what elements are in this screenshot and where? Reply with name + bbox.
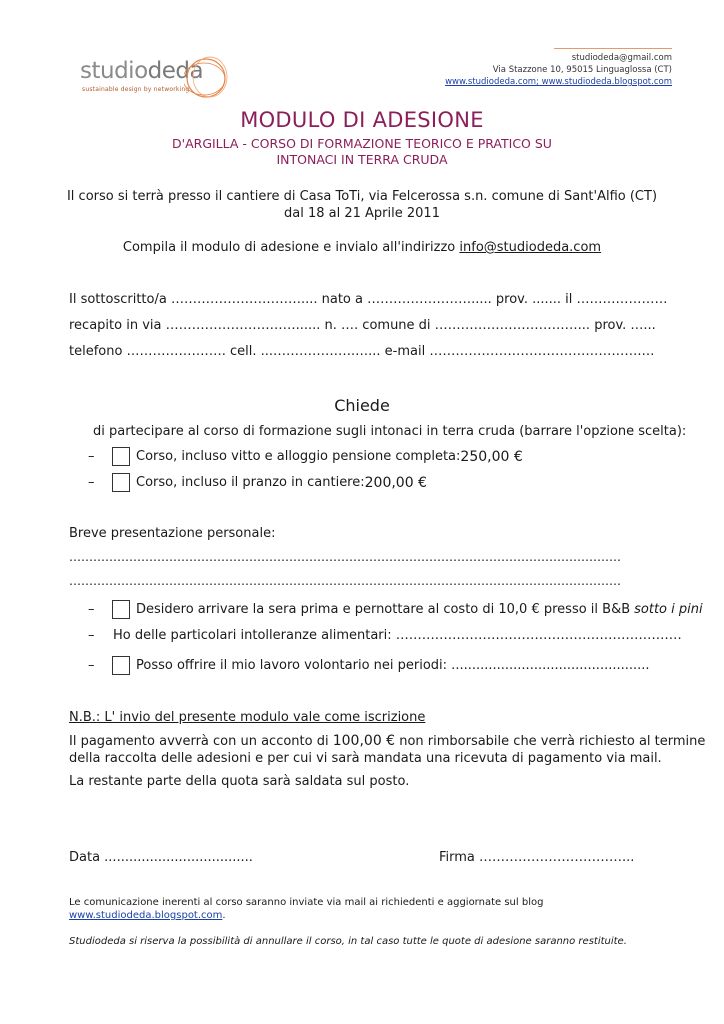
logo-tagline: sustainable design by networking <box>82 86 190 93</box>
logo-word-deda: deda <box>147 58 204 84</box>
option-overnight <box>88 600 703 619</box>
request-heading: Chiede <box>334 396 390 415</box>
page-title: MODULO DI ADESIONE <box>240 108 484 132</box>
signature-field[interactable]: Firma ……………………………... <box>439 850 635 865</box>
option-volunteer-label[interactable]: Posso offrire il mio lavoro volontario nei periodi: ................................................ <box>136 658 650 673</box>
field-row-personal[interactable]: Il sottoscritto/a ………………………….... nato a ……………………..... prov. ....... il ………………… <box>69 292 668 307</box>
option-lunch <box>88 473 427 492</box>
option-full-board <box>88 447 523 466</box>
course-location-line: Il corso si terrà presso il cantiere di Casa ToTi, via Felcerossa s.n. comune di Sant'Alfio (CT) <box>66 189 658 204</box>
field-row-address[interactable]: recapito in via …………………………...... n. …. comune di ……………………………... prov. …... <box>69 318 656 333</box>
contact-block <box>445 48 672 88</box>
payment-paragraph <box>69 733 706 790</box>
date-field[interactable]: Data .................................... <box>69 850 253 865</box>
send-instructions <box>0 239 724 256</box>
balance-note: La restante parte della quota sarà saldata sul posto. <box>69 774 410 789</box>
subtitle-line-1: D'ARGILLA - CORSO DI FORMAZIONE TEORICO E PRATICO SU <box>172 136 552 151</box>
option-lunch-label: Corso, incluso il pranzo in cantiere: <box>136 475 365 490</box>
logo <box>80 52 230 102</box>
send-instructions-text: Compila il modulo di adesione e invialo all'indirizzo <box>122 240 460 255</box>
payment-text-suffix: non rimborsabile che verrà richiesto al termine <box>395 734 706 749</box>
contact-websites-link[interactable]: www.studiodeda.com; www.studiodeda.blogspot.com <box>445 77 672 87</box>
contact-divider <box>554 48 672 49</box>
bullet-dash: – <box>88 658 95 673</box>
contact-email: studiodeda@gmail.com <box>571 53 672 63</box>
presentation-label: Breve presentazione personale: <box>69 526 276 541</box>
bullet-dash: – <box>88 602 95 617</box>
nb-note: N.B.: L' invio del presente modulo vale come iscrizione <box>69 710 426 725</box>
bullet-dash: – <box>88 449 95 464</box>
field-row-contacts[interactable]: telefono ……………….…. cell. ...……………….…... e-mail ………………………………………….… <box>69 344 655 359</box>
option-lunch-checkbox[interactable] <box>112 473 130 492</box>
presentation-line-2[interactable]: ………………………………………………………………………………………………………………………… <box>69 574 621 588</box>
course-dates: dal 18 al 21 Aprile 2011 <box>284 206 440 221</box>
footer-comm-line: Le comunicazione inerenti al corso saranno inviate via mail ai richiedenti e aggiornate sul blog <box>69 897 544 908</box>
bullet-dash: – <box>88 628 95 643</box>
option-volunteer-checkbox[interactable] <box>112 656 130 675</box>
option-full-board-price: 250,00 € <box>460 448 523 465</box>
bnb-name: sotto i pini <box>634 602 703 617</box>
footer-communications <box>69 896 669 922</box>
contact-address: Via Stazzone 10, 95015 Linguaglossa (CT) <box>492 65 672 75</box>
food-intolerances <box>88 628 682 643</box>
payment-line-2: della raccolta delle adesioni e per cui vi sarà mandata una ricevuta di pagamento via mail. <box>69 751 662 766</box>
course-location <box>0 188 724 222</box>
deposit-amount: 100,00 € <box>332 733 396 749</box>
send-email-link[interactable]: info@studiodeda.com <box>459 240 602 255</box>
option-full-board-label: Corso, incluso vitto e alloggio pensione completa: <box>136 449 461 464</box>
page-subtitle <box>0 136 724 168</box>
footer-blog-suffix: . <box>222 910 226 921</box>
subtitle-line-2: INTONACI IN TERRA CRUDA <box>276 152 448 167</box>
bullet-dash: – <box>88 475 95 490</box>
option-overnight-checkbox[interactable] <box>112 600 130 619</box>
footer-blog-link[interactable]: www.studiodeda.blogspot.com <box>69 910 223 921</box>
option-volunteer <box>88 656 650 675</box>
logo-circle-icon <box>184 54 234 102</box>
option-lunch-price: 200,00 € <box>364 474 427 491</box>
request-intro: di partecipare al corso di formazione sugli intonaci in terra cruda (barrare l'opzione scelta): <box>93 424 687 439</box>
food-intolerances-field[interactable]: Ho delle particolari intolleranze alimentari: ………………………………………………………… <box>113 628 682 643</box>
option-full-board-checkbox[interactable] <box>112 447 130 466</box>
logo-word-studio: studio <box>80 58 148 84</box>
presentation-line-1[interactable]: ………………………………………………………………………………………………………………………… <box>69 550 621 564</box>
footer-disclaimer: Studiodeda si riserva la possibilità di annullare il corso, in tal caso tutte le quote di adesione saranno restituite. <box>69 936 627 947</box>
option-overnight-label: Desidero arrivare la sera prima e pernottare al costo di 10,0 € presso il B&B <box>136 602 631 617</box>
payment-text: Il pagamento avverrà con un acconto di <box>69 734 333 749</box>
